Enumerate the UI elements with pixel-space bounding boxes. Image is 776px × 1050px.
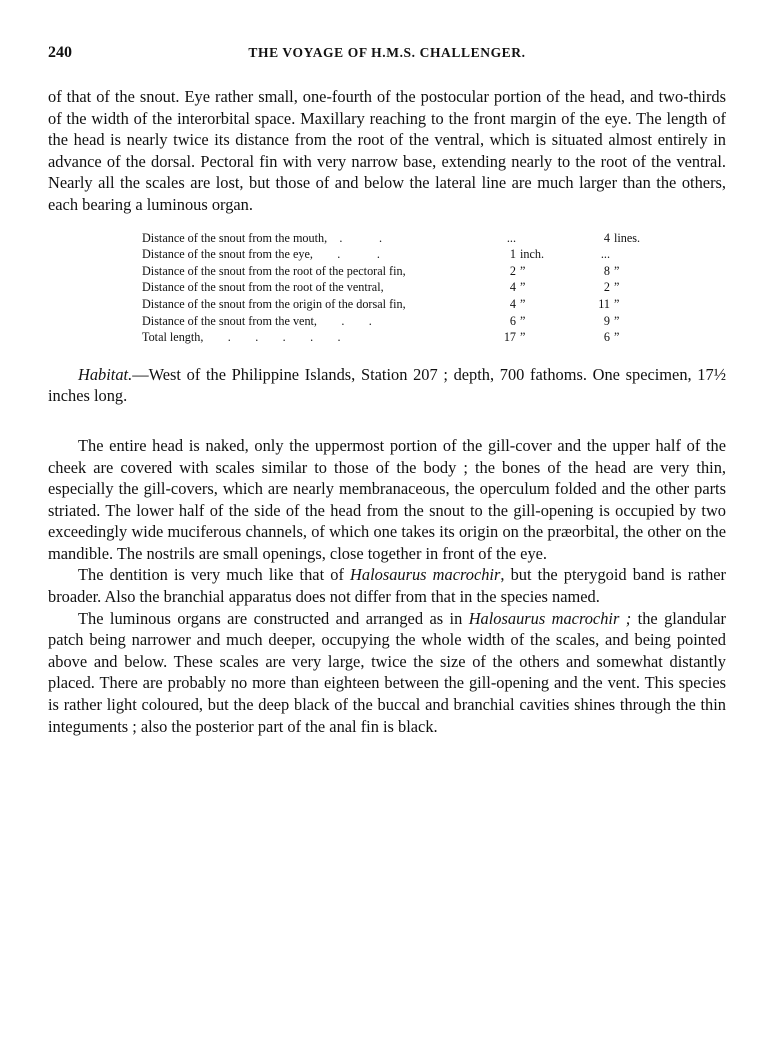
measurement-secondary-unit: ” [614, 263, 620, 278]
paragraph-dentition [48, 564, 726, 607]
measurement-primary-unit: ” [520, 263, 526, 278]
book-page [48, 44, 726, 737]
measurement-secondary-unit: ” [614, 313, 620, 328]
measurement-label: Distance of the snout from the vent, . . [142, 313, 372, 328]
measurement-secondary-value: 4 [603, 230, 610, 245]
measurement-row [142, 313, 654, 330]
paragraph-luminous-organs [48, 608, 726, 738]
measurement-label: Distance of the snout from the mouth, . . [142, 230, 382, 245]
measurement-primary-value: 6 [509, 313, 516, 328]
measurement-label: Distance of the snout from the eye, . . [142, 247, 380, 262]
measurement-primary-value: 4 [509, 280, 516, 295]
species-name: Halosaurus macrochir [350, 565, 501, 585]
measurement-secondary-unit: lines. [614, 230, 641, 245]
measurement-label: Total length, . . . . . [142, 330, 341, 345]
species-name: Halosaurus macrochir ; [468, 608, 632, 628]
measurement-secondary-value: 6 [603, 330, 610, 345]
habitat-paragraph [48, 364, 726, 407]
paragraph-description: of that of the snout. Eye rather small, one-fourth of the postocular portion of the head, and two-thirds of the width of the interorbital space. Maxillary reaching to the front margin of the eye. The length of the head is nearly twice its distance from the root of the ventral, which is situated almost entirely in advance of the dorsal. Pectoral fin with very narrow base, extending nearly to the root of the ventral. Nearly all the scales are lost, but those of and below the lateral line are much larger than the others, each bearing a luminous organ. [48, 87, 726, 214]
measurement-secondary-value: 9 [603, 313, 610, 328]
measurement-primary-unit: ” [520, 280, 526, 295]
habitat-text: —West of the Philippine Islands, Station 207 ; depth, 700 fathoms. One specimen, 17½ inches long. [48, 364, 726, 406]
measurement-secondary-unit: ” [614, 296, 620, 311]
measurement-secondary-unit: ” [614, 330, 620, 345]
measurement-secondary-value: 11 [598, 296, 610, 311]
dentition-text-start: The dentition is very much like that of [78, 565, 351, 585]
measurement-row [142, 230, 654, 247]
measurements-table [142, 230, 654, 346]
measurement-primary-value: 2 [509, 263, 516, 278]
measurement-label: Distance of the snout from the origin of the dorsal fin, [142, 296, 406, 311]
measurement-secondary-value: 8 [603, 263, 610, 278]
luminous-text-end: the glandular patch being narrower and much deeper, occupying the whole width of the scales, and being pointed above and below. These scales are very large, twice the size of the others and somewhat distantly placed. There are probably no more than eighteen between the gill-opening and the vent. This species is rather light coloured, but the deep black of the buccal and branchial cavities shines through the thin integuments ; also the posterior part of the anal fin is black. [48, 608, 726, 736]
measurement-primary-unit: ” [520, 330, 526, 345]
measurement-row [142, 329, 654, 346]
measurement-secondary-value: ... [600, 247, 610, 262]
measurement-primary-unit [520, 230, 576, 247]
measurement-row [142, 246, 654, 263]
measurement-secondary-value: 2 [603, 280, 610, 295]
measurement-primary-value: ... [506, 230, 516, 245]
measurement-primary-unit: inch. [520, 247, 545, 262]
measurement-primary-unit: ” [520, 313, 526, 328]
section-gap [48, 407, 726, 435]
habitat-label: Habitat. [78, 364, 133, 384]
measurement-primary-value: 1 [509, 247, 516, 262]
paragraph-head: The entire head is naked, only the uppermost portion of the gill-cover and the upper half of the cheek are covered with scales similar to those of the body ; the bones of the head are very thin, especially the gill-covers, which are nearly membranaceous, the operculum folded and the other parts striated. The lower half of the side of the head from the snout to the gill-opening is occupied by two exceedingly wide muciferous channels, of which one takes its origin on the præorbital, the other on the mandible. The nostrils are small openings, close together in front of the eye. [48, 435, 726, 563]
measurement-secondary-unit: ” [614, 280, 620, 295]
dentition-text-end: , but the pterygoid band is rather broader. Also the branchial apparatus does not differ from that in the species named. [48, 565, 727, 607]
luminous-text-start: The luminous organs are constructed and arranged as in [78, 608, 469, 628]
measurement-row [142, 296, 654, 313]
measurement-label: Distance of the snout from the root of the pectoral fin, [142, 263, 406, 278]
page-number: 240 [48, 44, 72, 61]
measurement-primary-unit: ” [520, 296, 526, 311]
measurement-primary-value: 17 [503, 330, 516, 345]
measurement-row [142, 279, 654, 296]
measurement-row [142, 263, 654, 280]
measurement-label: Distance of the snout from the root of the ventral, [142, 280, 384, 295]
running-head [48, 44, 726, 70]
measurement-secondary-unit [614, 246, 654, 263]
measurement-primary-value: 4 [509, 296, 516, 311]
running-title: THE VOYAGE OF H.M.S. CHALLENGER. [248, 45, 526, 60]
